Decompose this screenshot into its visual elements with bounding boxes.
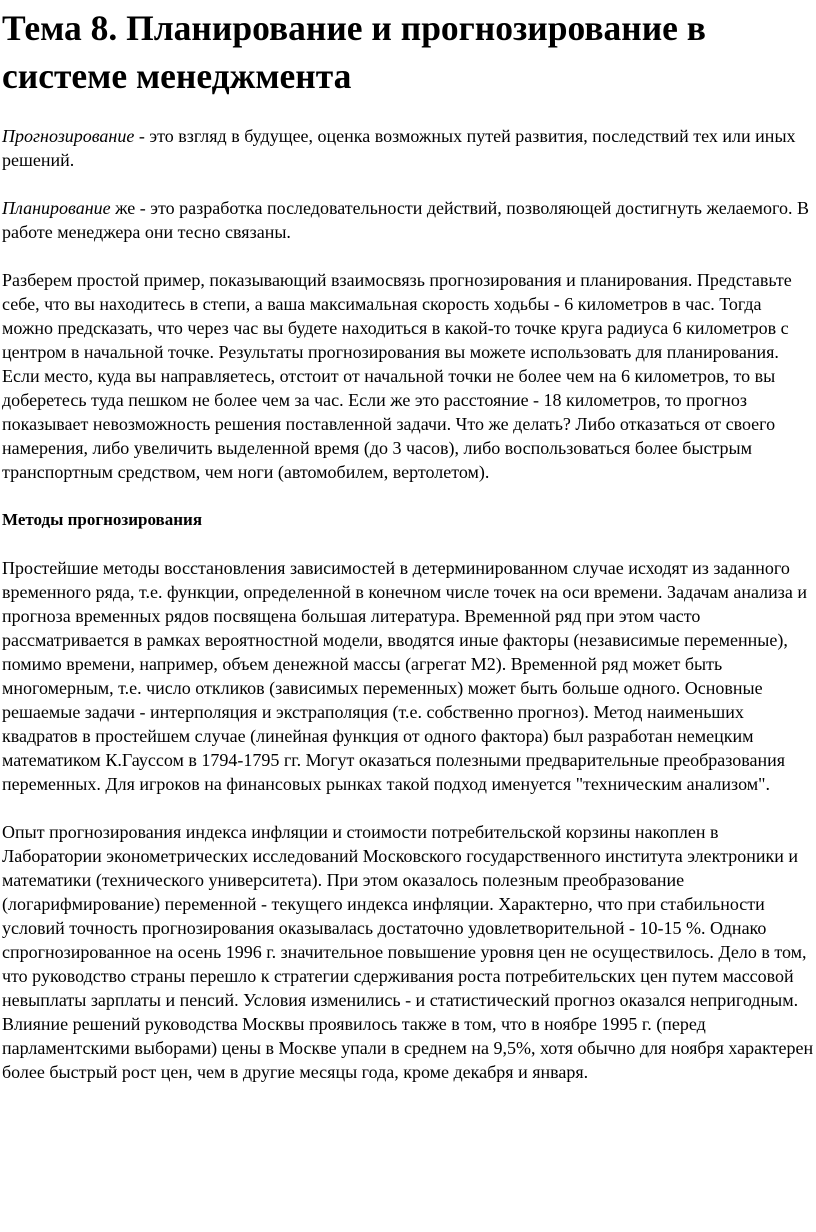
spacer [2, 244, 814, 268]
forecasting-text: - это взгляд в будущее, оценка возможных путей развития, последствий тех или иных решений. [2, 126, 796, 170]
spacer [2, 532, 814, 556]
spacer [2, 484, 814, 508]
example-paragraph: Разберем простой пример, показывающий взаимосвязь прогнозирования и планирования. Представьте себе, что вы находитесь в степи, а ваша максимальная скорость ходьбы - 6 километров в час. Тогда можно предсказать, что через час вы будете находиться в какой-то точке круга радиуса 6 километров с центром в начальной точке. Результаты прогнозирования вы можете использовать для планирования. Если место, куда вы направляетесь, отстоит от начальной точки не более чем на 6 километров, то вы доберетесь туда пешком не более чем за час. Если же это расстояние - 18 километров, то прогноз показывает невозможность решения поставленной задачи. Что же делать? Либо отказаться от своего намерения, либо увеличить выделенной время (до 3 часов), либо воспользоваться более быстрым транспортным средством, чем ноги (автомобилем, вертолетом). [2, 270, 792, 482]
spacer [2, 100, 814, 124]
planning-term: Планирование [2, 198, 111, 218]
spacer [2, 796, 814, 820]
spacer [2, 172, 814, 196]
experience-paragraph: Опыт прогнозирования индекса инфляции и стоимости потребительской корзины накоплен в Лаборатории эконометрических исследований Московского государственного института электроники и математики (технического университета). При этом оказалось полезным преобразование (логарифмирование) переменной - текущего индекса инфляции. Характерно, что при стабильности условий точность прогнозирования оказывалась достаточно удовлетворительной - 10-15 %. Однако спрогнозированное на осень 1996 г. значительное повышение уровня цен не осуществилось. Дело в том, что руководство страны перешло к стратегии сдерживания роста потребительских цен путем массовой невыплаты зарплаты и пенсий. Условия изменились - и статистический прогноз оказался непригодным. Влияние решений руководства Москвы проявилось также в том, что в ноябре 1995 г. (перед парламентскими выборами) цены в Москве упали в среднем на 9,5%, хотя обычно для ноября характерен более быстрый рост цен, чем в другие месяцы года, кроме декабря и января. [2, 822, 814, 1082]
page-title: Тема 8. Планирование и прогнозирование в системе менеджмента [2, 8, 706, 96]
section-heading: Методы прогнозирования [2, 510, 203, 529]
methods-paragraph: Простейшие методы восстановления зависимостей в детерминированном случае исходят из заданного временного ряда, т.е. функции, определенной в конечном числе точек на оси времени. Задачам анализа и прогноза временных рядов посвящена большая литература. Временной ряд при этом часто рассматривается в рамках вероятностной модели, вводятся иные факторы (независимые переменные), помимо времени, например, объем денежной массы (агрегат М2). Временной ряд может быть многомерным, т.е. число откликов (зависимых переменных) может быть больше одного. Основные решаемые задачи - интерполяция и экстраполяция (т.е. собственно прогноз). Метод наименьших квадратов в простейшем случае (линейная функция от одного фактора) был разработан немецким математиком К.Гауссом в 1794-1795 гг. Могут оказаться полезными предварительные преобразования переменных. Для игроков на финансовых рынках такой подход именуется "техническим анализом". [2, 558, 808, 794]
forecasting-term: Прогнозирование [2, 126, 135, 146]
planning-text: же - это разработка последовательности действий, позволяющей достигнуть желаемого. В работе менеджера они тесно связаны. [2, 198, 809, 242]
planning-definition [2, 196, 814, 244]
forecasting-definition [2, 124, 814, 172]
